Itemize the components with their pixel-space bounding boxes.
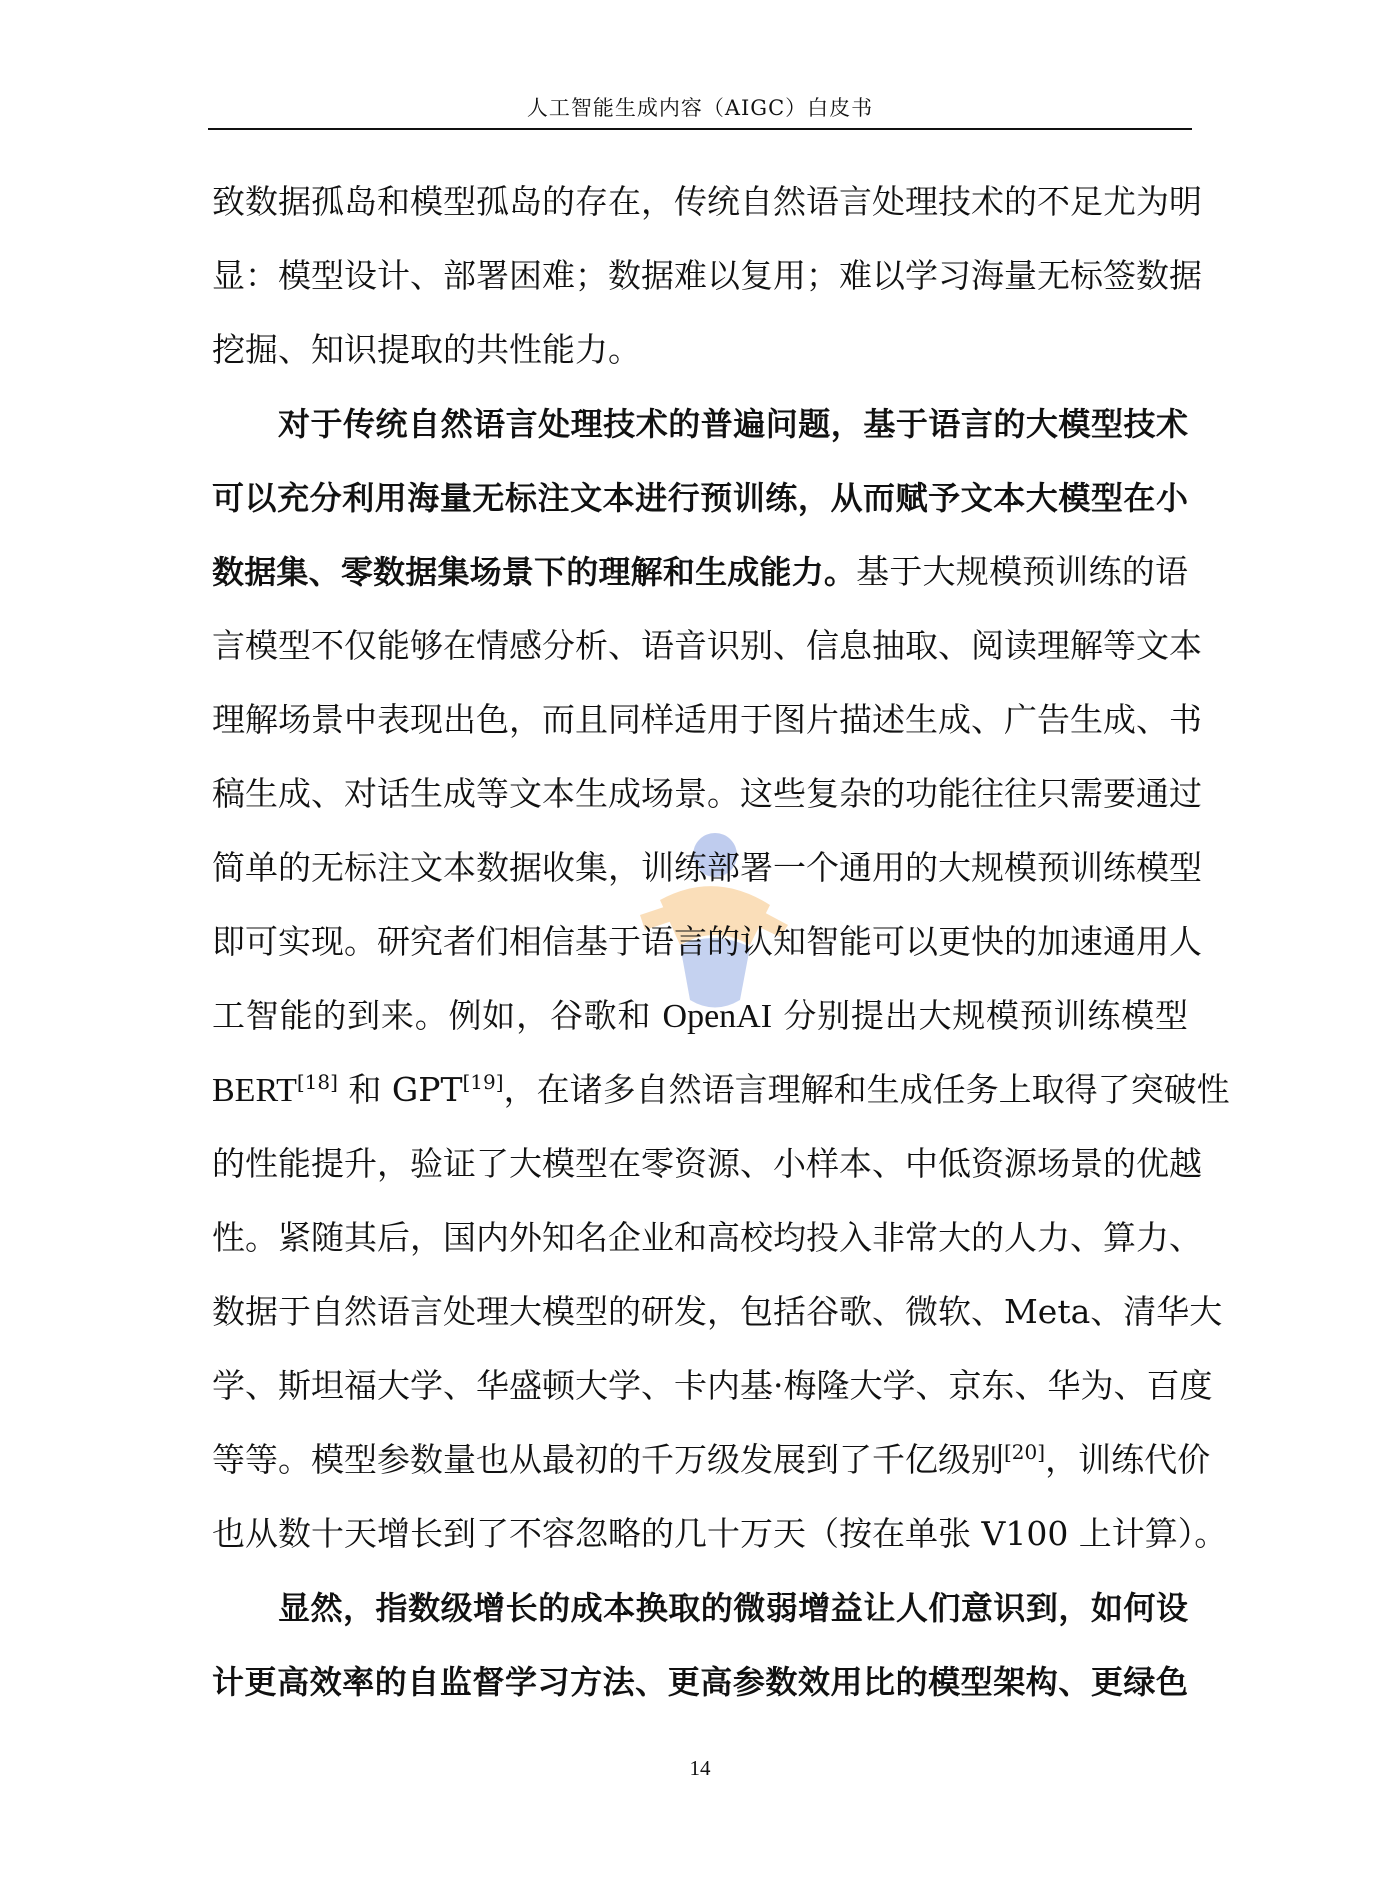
header-rule (208, 128, 1192, 130)
text-line: 挖掘、知识提取的共性能力。 (212, 330, 641, 369)
text-line-bold: 显然，指数级增长的成本换取的微弱增益让人们意识到，如何设 (278, 1589, 1188, 1627)
text-line-bold: 对于传统自然语言处理技术的普遍问题，基于语言的大模型技术 (278, 405, 1188, 443)
text-span: 分别提出大规模预训练模型 (783, 996, 1188, 1035)
page-number: 14 (689, 1756, 711, 1780)
citation-ref: [18] (296, 1070, 338, 1094)
text-span: 和 GPT (348, 1070, 463, 1109)
text-line: 的性能提升，验证了大模型在零资源、小样本、中低资源场景的优越 (212, 1144, 1202, 1183)
text-span: 工智能的到来。例如，谷歌和 (212, 996, 652, 1035)
text-line-mixed (212, 986, 1188, 1060)
text-line: 致数据孤岛和模型孤岛的存在，传统自然语言处理技术的不足尤为明 (212, 182, 1202, 221)
text-line: 性。紧随其后，国内外知名企业和高校均投入非常大的人力、算力、 (212, 1218, 1202, 1257)
text-line-mixed (212, 1060, 1230, 1134)
text-span: ，在诸多自然语言理解和生成任务上取得了突破性 (503, 1070, 1230, 1109)
text-line-bold: 计更高效率的自监督学习方法、更高参数效用比的模型架构、更绿色 (212, 1663, 1188, 1701)
text-line: 数据于自然语言处理大模型的研发，包括谷歌、微软、Meta、清华大 (212, 1292, 1223, 1331)
text-span: 等等。模型参数量也从最初的千万级发展到了千亿级别 (212, 1440, 1004, 1479)
text-line: 稿生成、对话生成等文本生成场景。这些复杂的功能往往只需要通过 (212, 774, 1202, 813)
text-line: 言模型不仅能够在情感分析、语音识别、信息抽取、阅读理解等文本 (212, 626, 1202, 665)
text-line: 学、斯坦福大学、华盛顿大学、卡内基·梅隆大学、京东、华为、百度 (212, 1366, 1213, 1405)
text-line: 理解场景中表现出色，而且同样适用于图片描述生成、广告生成、书 (212, 700, 1202, 739)
running-header: 人工智能生成内容（AIGC）白皮书 (526, 96, 874, 120)
body-text (212, 172, 1230, 1726)
text-span: ，训练代价 (1045, 1440, 1211, 1479)
citation-ref: [19] (462, 1070, 504, 1094)
text-span-latin: BERT (212, 1072, 297, 1109)
bold-span: 数据集、零数据集场景下的理解和生成能力。 (212, 553, 857, 591)
text-line: 简单的无标注文本数据收集，训练部署一个通用的大规模预训练模型 (212, 848, 1202, 887)
text-line-mixed (212, 542, 1188, 616)
text-line: 即可实现。研究者们相信基于语言的认知智能可以更快的加速通用人 (212, 922, 1202, 961)
text-line-mixed (212, 1430, 1211, 1504)
text-span: 基于大规模预训练的语 (856, 552, 1188, 591)
text-line: 显：模型设计、部署困难；数据难以复用；难以学习海量无标签数据 (212, 256, 1202, 295)
text-line: 也从数十天增长到了不容忽略的几十万天（按在单张 V100 上计算）。 (212, 1514, 1228, 1553)
citation-ref: [20] (1004, 1440, 1046, 1464)
text-span-latin: OpenAI (662, 998, 773, 1035)
text-line-bold: 可以充分利用海量无标注文本进行预训练，从而赋予文本大模型在小 (212, 479, 1188, 517)
